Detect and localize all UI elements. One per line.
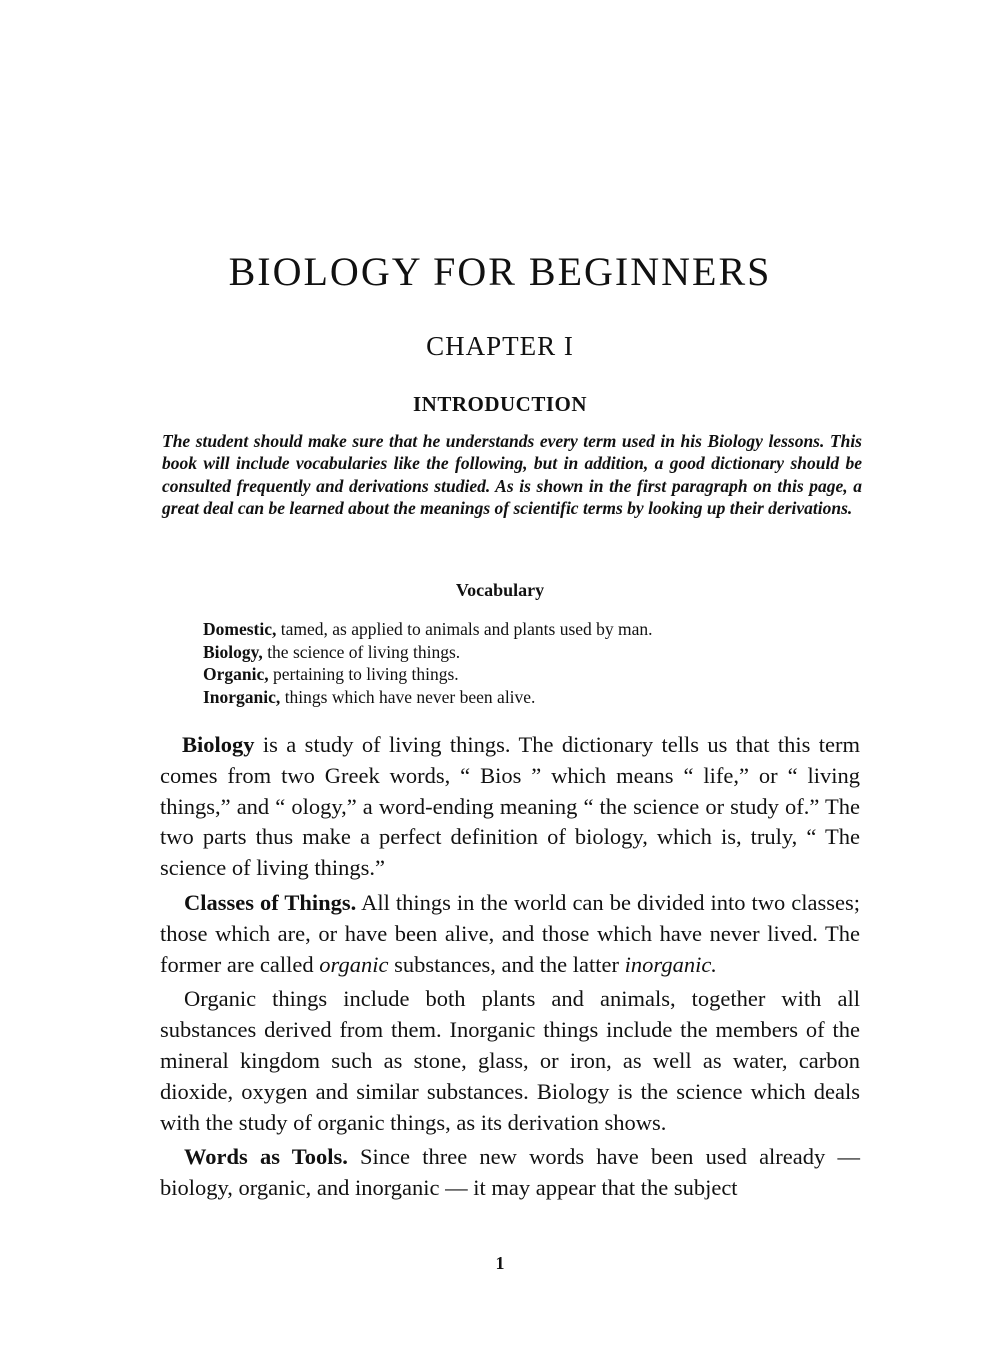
vocabulary-list (203, 618, 843, 708)
emphasis-term: organic (319, 951, 389, 977)
vocabulary-term: Biology, (203, 641, 263, 662)
paragraph-text: Since three new words have been used already — biology, organic, and inorganic — it may appear that the subject (160, 1144, 860, 1201)
body-paragraph (160, 1142, 860, 1204)
body-paragraph (160, 730, 860, 884)
paragraph-text: substances, and the latter (388, 951, 625, 977)
run-in-heading: Words as Tools. (184, 1144, 348, 1170)
vocabulary-definition: tamed, as applied to animals and plants used by man. (280, 619, 653, 639)
section-title: INTRODUCTION (412, 392, 588, 416)
paragraph-text: Organic things include both plants and animals, together with all substances derived from them. Inorganic things include the members of the mineral kingdom such as stone, glass, or iron, as well as water, carbon dioxide, oxygen and similar substances. Biology is the science which deals with the study of organic things, as its derivation shows. (160, 986, 860, 1135)
paragraph-text: is a study of living things. The dictionary tells us that this term comes from two Greek words, “ Bios ” which means “ life,” or “ living things,” and “ ology,” a word-ending meaning “ the science or study of.” The two parts thus make a perfect definition of biology, which is, truly, “ The science of living things.” (160, 732, 860, 881)
vocabulary-item (203, 663, 843, 686)
emphasis-term: inorganic. (624, 951, 717, 977)
run-in-heading: Biology (182, 732, 255, 757)
vocabulary-item (203, 618, 843, 641)
paragraph-text: All things in the world can be divided into two classes; those which are, or have been alive, and those which have never lived. The former are called (160, 889, 860, 977)
vocabulary-term: Organic, (203, 664, 269, 684)
vocabulary-term: Domestic, (203, 619, 277, 639)
page-number: 1 (495, 1253, 505, 1273)
body-paragraph (160, 984, 860, 1138)
book-title: BIOLOGY FOR BEGINNERS (228, 249, 772, 294)
chapter-heading: CHAPTER I (426, 331, 574, 361)
vocabulary-term: Inorganic, (203, 686, 281, 707)
vocabulary-item (203, 641, 843, 664)
run-in-heading: Classes of Things. (184, 889, 357, 915)
vocabulary-definition: the science of living things. (267, 641, 461, 662)
vocabulary-definition: things which have never been alive. (284, 686, 536, 707)
body-text (160, 730, 860, 1208)
vocabulary-definition: pertaining to living things. (273, 664, 459, 684)
vocabulary-heading: Vocabulary (455, 580, 545, 600)
body-paragraph (160, 888, 860, 980)
vocabulary-item (203, 686, 843, 709)
intro-paragraph: The student should make sure that he understands every term used in his Biology lessons. This book will include vocabularies like the following, but in addition, a good dictionary should be consulted frequently and derivations studied. As is shown in the first paragraph on this page, a great deal can be learned about the meanings of scientific terms by looking up their derivations. (162, 431, 862, 519)
